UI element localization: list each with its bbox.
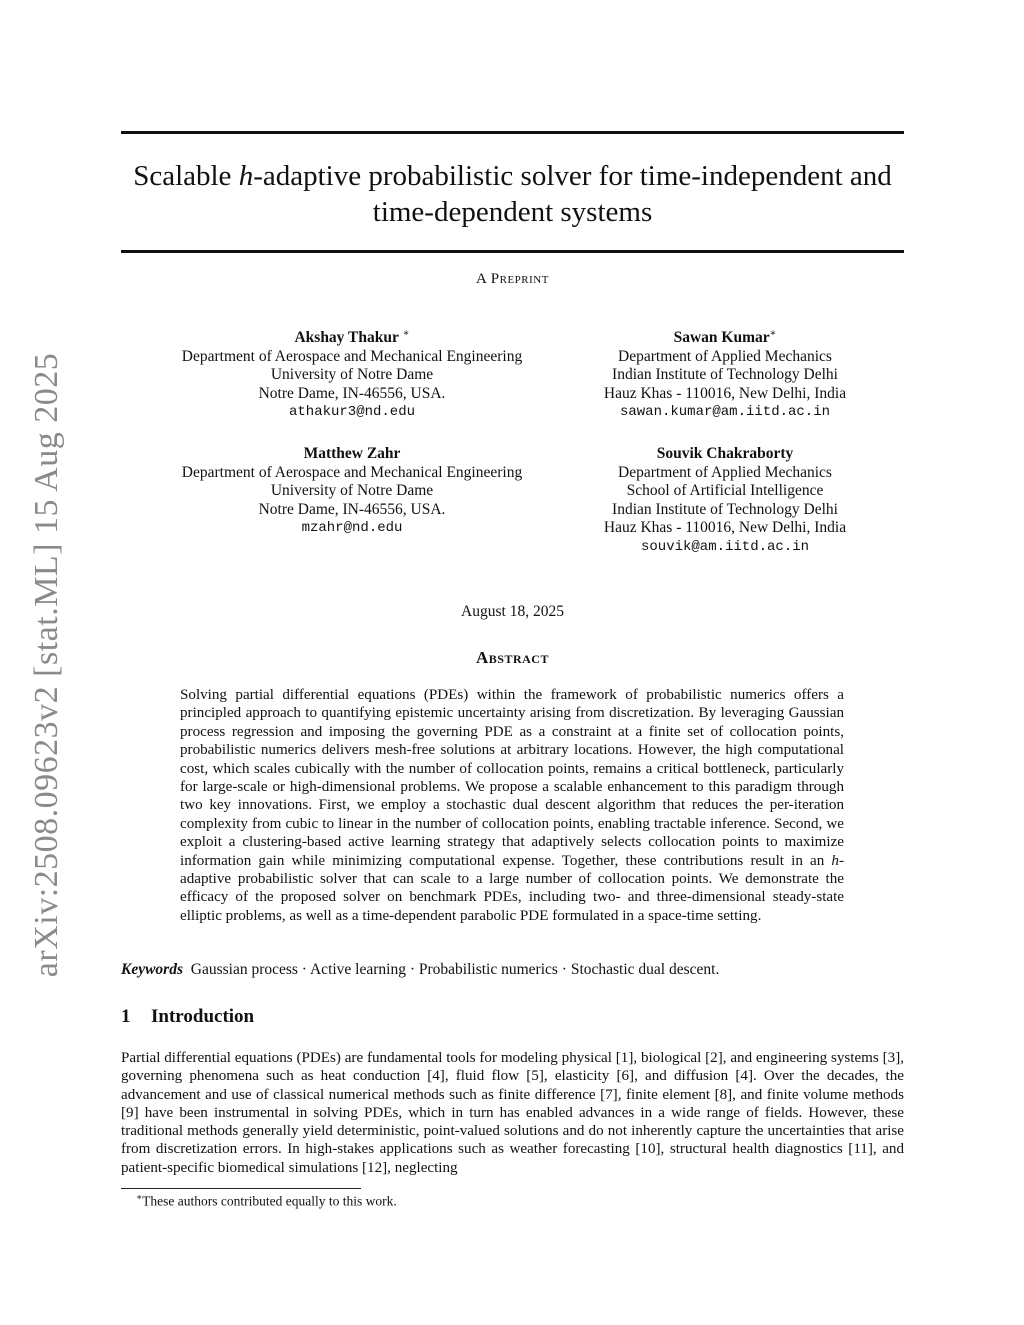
preprint-label: A Preprint <box>476 271 549 287</box>
footnote-divider <box>121 1188 361 1189</box>
author-affiliation-line: Hauz Khas - 110016, New Delhi, India <box>603 384 847 402</box>
equal-contribution-mark: ∗ <box>402 328 410 339</box>
introduction-paragraph: Partial differential equations (PDEs) are fundamental tools for modeling physical [1], biological [2], and engineering systems [3], governing phenomena such as heat conduction [4], fluid flow [5], elasticity [6], and diffusion [4]. Over the decades, the advancement and use of classical numerical methods such as finite difference [7], finite element [8], and finite volume methods [9] have been instrumental in solving PDEs, which in turn has enabled advances in a wide range of fields. However, these traditional methods generally yield deterministic, point-valued solutions and do not inherently capture the uncertainties that arise from discretization errors. In high-stakes applications such as weather forecasting [10], structural health diagnostics [11], and patient-specific biomedical simulations [12], neglecting <box>121 1050 904 1176</box>
equal-contribution-mark: ∗ <box>769 328 777 339</box>
keywords-line <box>121 961 904 979</box>
author-block-4 <box>570 445 880 556</box>
arxiv-identifier-stamp <box>28 352 65 978</box>
arxiv-identifier-text: arXiv:2508.09623v2 [stat.ML] 15 Aug 2025 <box>28 352 65 978</box>
author-affiliation-line: University of Notre Dame <box>270 366 434 384</box>
abstract-italic-h: h <box>831 852 839 869</box>
title-suffix: -adaptive probabilistic solver for time-independent and time-dependent systems <box>253 160 892 228</box>
author-affiliation-line: University of Notre Dame <box>270 482 434 499</box>
author-affiliation-line: Department of Applied Mechanics <box>618 347 832 365</box>
author-block-3 <box>152 445 552 538</box>
author-name: Matthew Zahr <box>303 445 401 462</box>
keywords-list: Gaussian process · Active learning · Probabilistic numerics · Stochastic dual descent. <box>190 961 720 978</box>
author-affiliation-line: Hauz Khas - 110016, New Delhi, India <box>603 519 847 536</box>
keywords-label: Keywords <box>121 961 183 978</box>
publication-date: August 18, 2025 <box>461 603 564 620</box>
title-prefix: Scalable <box>133 160 239 192</box>
author-affiliation-line: Department of Aerospace and Mechanical Engineering <box>181 463 523 481</box>
author-affiliation-line: Department of Aerospace and Mechanical Engineering <box>181 347 523 365</box>
author-affiliation-line: Indian Institute of Technology Delhi <box>612 366 838 384</box>
abstract-heading: Abstract <box>476 648 549 667</box>
paper-title <box>121 158 904 230</box>
author-email: mzahr@nd.edu <box>301 520 403 536</box>
footnote <box>136 1192 397 1210</box>
author-affiliation-line: School of Artificial Intelligence <box>626 482 824 499</box>
author-name: Souvik Chakraborty <box>656 445 794 462</box>
title-bottom-rule <box>121 250 904 253</box>
author-block-2 <box>570 325 880 422</box>
abstract-text-part-1: Solving partial differential equations (PDEs) within the framework of probabilistic numerics offers a principled approach to quantifying epistemic uncertainty arising from discretization. By leveraging Gaussian process regression and imposing the governing PDE as a constraint at a finite set of collocation points, probabilistic numerics delivers mesh-free solutions at arbitrary locations. However, the high computational cost, which scales cubically with the number of collocation points, remains a critical bottleneck, particularly for large-scale or high-dimensional problems. We propose a scalable enhancement to this paradigm through two key innovations. First, we employ a stochastic dual descent algorithm that reduces the per-iteration complexity from cubic to linear in the number of collocation points, enabling tractable inference. Second, we exploit a clustering-based active learning strategy that adaptively selects collocation points to maximize information gain while minimizing computational expense. Together, these contributions result in an <box>180 687 844 869</box>
author-block-1 <box>152 325 552 422</box>
section-heading-introduction <box>121 1006 254 1028</box>
abstract-text-part-2: -adaptive probabilistic solver that can scale to a large number of collocation points. We demonstrate the efficacy of the proposed solver on benchmark PDEs, including two- and three-dimensional steady-state elliptic problems, as well as a time-dependent parabolic PDE formulated in a space-time setting. <box>180 852 844 924</box>
author-affiliation-line: Indian Institute of Technology Delhi <box>612 500 838 518</box>
author-name: Sawan Kumar <box>673 329 770 347</box>
title-italic-h: h <box>238 160 254 192</box>
footnote-text: These authors contributed equally to this work. <box>142 1193 397 1209</box>
author-name: Akshay Thakur <box>294 329 399 347</box>
footnote-mark: ∗ <box>136 1192 143 1202</box>
author-affiliation-line: Notre Dame, IN-46556, USA. <box>258 384 446 402</box>
author-affiliation-line: Notre Dame, IN-46556, USA. <box>258 500 446 518</box>
abstract-text <box>180 686 844 925</box>
section-number: 1 <box>121 1006 131 1027</box>
author-affiliation-line: Department of Applied Mechanics <box>618 463 832 481</box>
author-email: sawan.kumar@am.iitd.ac.in <box>619 404 831 421</box>
author-email: athakur3@nd.edu <box>288 404 416 421</box>
author-email: souvik@am.iitd.ac.in <box>640 538 810 555</box>
title-top-rule <box>121 131 904 134</box>
section-title: Introduction <box>151 1006 255 1027</box>
